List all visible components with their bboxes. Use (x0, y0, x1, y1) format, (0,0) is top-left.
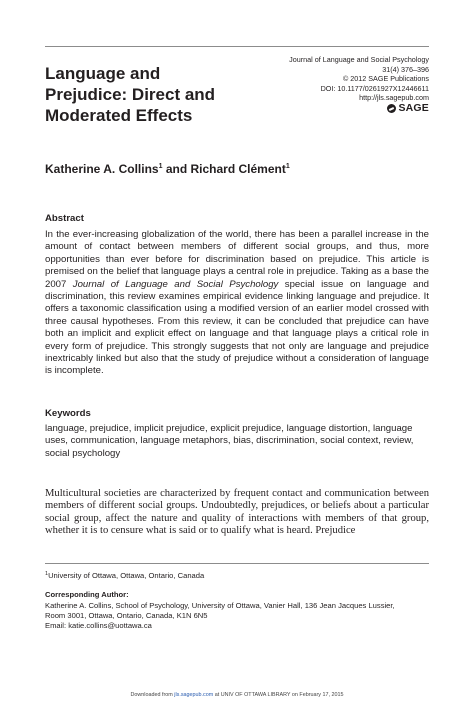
header-rule (45, 46, 429, 47)
sage-logo-icon (387, 104, 396, 113)
journal-volume: 31(4) 376–396 (382, 64, 429, 74)
journal-url[interactable]: http://jls.sagepub.com (359, 93, 429, 103)
journal-doi[interactable]: DOI: 10.1177/0261927X12446611 (320, 83, 429, 93)
author-list (45, 161, 290, 177)
abstract-part: special issue on language and discrimination, this review examines empirical evidence linking language and prejudice. It offers a taxonomic classification using a modified version of an earlier model crossed with three causal hypotheses. From this review, it can be concluded that prejudice can have both an implicit and explicit effect on language and that language plays a critical role in every form of prejudice. This strongly suggests that not only are language and prejudice inextricably linked but also that the study of prejudice without a consideration of language is incomplete. (45, 278, 429, 377)
footnote-text: University of Ottawa, Ottawa, Ontario, Canada (48, 571, 205, 580)
download-suffix: at UNIV OF OTTAWA LIBRARY on February 17, 2015 (213, 692, 344, 698)
journal-name: Journal of Language and Social Psychology (289, 55, 429, 64)
abstract-heading: Abstract (45, 213, 84, 224)
corresponding-line: Room 3001, Ottawa, Ontario, Canada, K1N 6N5 (45, 611, 208, 621)
abstract-part: In the ever-increasing globalization of the world, there has been a parallel increase in the amount of contact between members of different social groups, and thus, more opportunities than ever before for discrimination based on prejudice. This article is premised on the belief that language plays a central role in prejudice. Taking as a base the 2007 (45, 229, 429, 290)
body-paragraph: Multicultural societies are characterized by frequent contact and communication between members of different social groups. Undoubtedly, prejudices, or beliefs about a particular social group, affect the nature and quality of interactions with members of that group, whether it is to censure what is said or to qualify what is heard. Prejudice (45, 488, 429, 537)
corresponding-author-heading: Corresponding Author: (45, 590, 129, 599)
journal-copyright: © 2012 SAGE Publications (342, 74, 429, 84)
corresponding-email[interactable]: Email: katie.collins@uottawa.ca (45, 621, 152, 631)
corresponding-line: Katherine A. Collins, School of Psychology, University of Ottawa, Vanier Hall, 136 Jean Jacques Lussier, (45, 601, 395, 610)
download-prefix: Downloaded from (130, 692, 175, 698)
keywords-heading: Keywords (45, 408, 91, 419)
download-link[interactable]: jls.sagepub.com (174, 692, 214, 698)
affiliation-mark: 1 (158, 163, 163, 170)
author-name: Richard Clément (190, 162, 286, 176)
affiliation-mark: 1 (285, 163, 290, 170)
sage-logo-text: SAGE (398, 101, 429, 114)
corresponding-author-details (45, 601, 395, 632)
title-line: Prejudice: Direct and (45, 85, 216, 104)
title-line: Language and (45, 64, 161, 83)
download-notice (0, 692, 474, 699)
journal-info (289, 55, 429, 116)
article-title (45, 63, 285, 126)
keywords-list: language, prejudice, implicit prejudice, explicit prejudice, language distortion, language uses, communication, language metaphors, bias, discrimination, social context, review, social psychology (45, 423, 414, 459)
title-line: Moderated Effects (45, 106, 193, 125)
author-conjunction: and (162, 162, 191, 176)
footnote-mark: 1 (45, 571, 49, 577)
abstract-text (45, 229, 429, 378)
author-name: Katherine A. Collins (45, 162, 159, 176)
affiliation-footnote (45, 571, 204, 581)
footnote-rule (45, 563, 429, 564)
sage-logo (387, 101, 429, 114)
journal-reference: Journal of Language and Social Psychology (72, 278, 279, 290)
